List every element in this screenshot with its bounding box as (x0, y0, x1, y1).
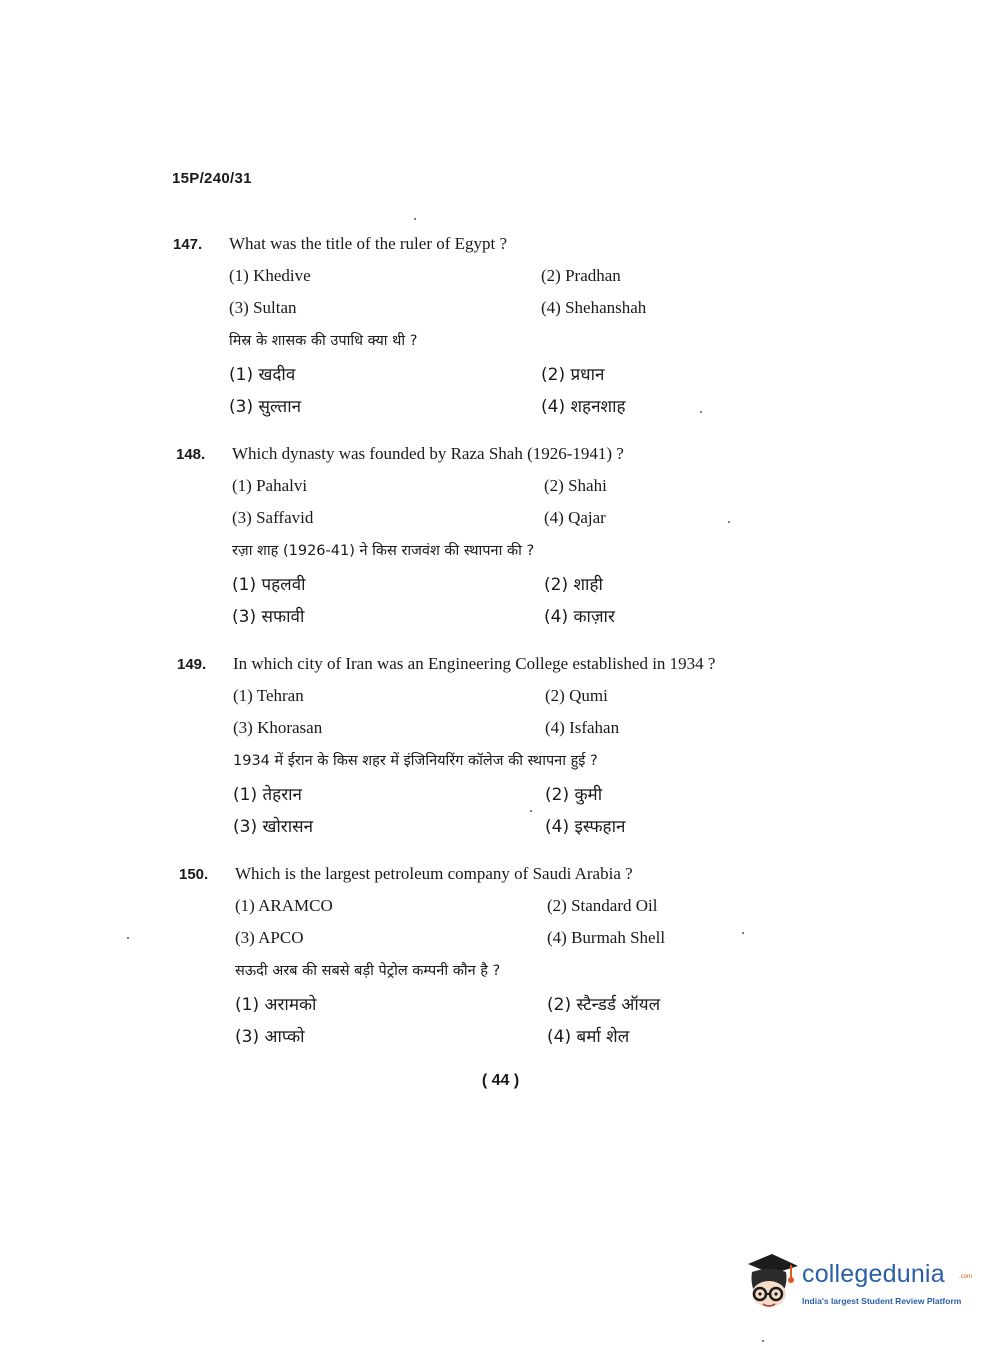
question-text-en: Which is the largest petroleum company of Saudi Arabia ? (235, 864, 633, 883)
option-en-1: (1) Tehran (233, 686, 304, 705)
question-text-hi: मिस्र के शासक की उपाधि क्या थी ? (229, 333, 418, 349)
option-hi-3: (3) आप्को (235, 1027, 305, 1047)
option-hi-4: (4) इस्फहान (545, 817, 626, 837)
option-hi-2: (2) शाही (544, 575, 603, 595)
option-en-3: (3) APCO (235, 928, 304, 947)
question-text-hi: सऊदी अरब की सबसे बड़ी पेट्रोल कम्पनी कौन है ? (235, 963, 501, 979)
scan-speck (700, 411, 702, 413)
question-text-en: Which dynasty was founded by Raza Shah (1926-1941) ? (232, 444, 624, 463)
option-en-4: (4) Burmah Shell (547, 928, 666, 947)
option-hi-2: (2) स्टैन्डर्ड ऑयल (547, 995, 661, 1015)
option-hi-4: (4) शहनशाह (541, 397, 626, 417)
question-147 (173, 234, 793, 426)
option-en-2: (2) Qumi (545, 686, 608, 705)
option-en-3: (3) Sultan (229, 298, 297, 317)
option-hi-2: (2) कुमी (545, 785, 603, 805)
option-en-2: (2) Shahi (544, 476, 607, 495)
option-en-4: (4) Qajar (544, 508, 606, 527)
option-en-2: (2) Standard Oil (547, 896, 658, 915)
option-hi-2: (2) प्रधान (541, 365, 605, 385)
option-en-4: (4) Isfahan (545, 718, 620, 737)
question-text-hi: 1934 में ईरान के किस शहर में इंजिनियरिंग कॉलेज की स्थापना हुई ? (233, 753, 598, 769)
option-hi-3: (3) सुल्तान (229, 397, 302, 417)
option-hi-1: (1) पहलवी (232, 575, 306, 595)
brand-suffix: .com (959, 1274, 973, 1280)
option-hi-3: (3) खोरासन (233, 817, 314, 837)
question-text-en: What was the title of the ruler of Egypt ? (229, 234, 508, 253)
scan-speck (414, 218, 416, 220)
question-number: 148. (176, 446, 206, 463)
brand-name: collegedunia (802, 1260, 945, 1288)
scan-speck (742, 932, 744, 934)
paper-code: 15P/240/31 (172, 170, 252, 187)
option-en-1: (1) ARAMCO (235, 896, 333, 915)
question-149 (177, 654, 797, 846)
option-hi-3: (3) सफावी (232, 607, 305, 627)
question-text-hi: रज़ा शाह (1926-41) ने किस राजवंश की स्थापना की ? (232, 543, 535, 559)
option-hi-1: (1) खदीव (229, 365, 296, 385)
page-number: ( 44 ) (481, 1072, 520, 1089)
question-number: 150. (179, 866, 209, 883)
option-en-1: (1) Pahalvi (232, 476, 308, 495)
option-en-2: (2) Pradhan (541, 266, 621, 285)
question-150 (179, 864, 799, 1056)
brand-tagline: India's largest Student Review Platform (802, 1296, 962, 1306)
question-148 (176, 444, 796, 636)
scan-speck (530, 810, 532, 812)
option-hi-1: (1) तेहरान (233, 785, 302, 805)
collegedunia-logo (742, 1250, 972, 1320)
scan-speck (762, 1340, 764, 1342)
option-hi-4: (4) काज़ार (544, 607, 615, 627)
option-en-4: (4) Shehanshah (541, 298, 647, 317)
option-en-3: (3) Saffavid (232, 508, 314, 527)
option-en-1: (1) Khedive (229, 266, 311, 285)
question-text-en: In which city of Iran was an Engineering College established in 1934 ? (233, 654, 716, 673)
question-number: 149. (177, 656, 207, 673)
scan-speck (127, 937, 129, 939)
option-hi-4: (4) बर्मा शेल (547, 1027, 630, 1047)
scan-speck (728, 521, 730, 523)
question-number: 147. (173, 236, 203, 253)
mascot-icon (742, 1250, 802, 1312)
option-en-3: (3) Khorasan (233, 718, 323, 737)
option-hi-1: (1) अरामको (235, 995, 317, 1015)
